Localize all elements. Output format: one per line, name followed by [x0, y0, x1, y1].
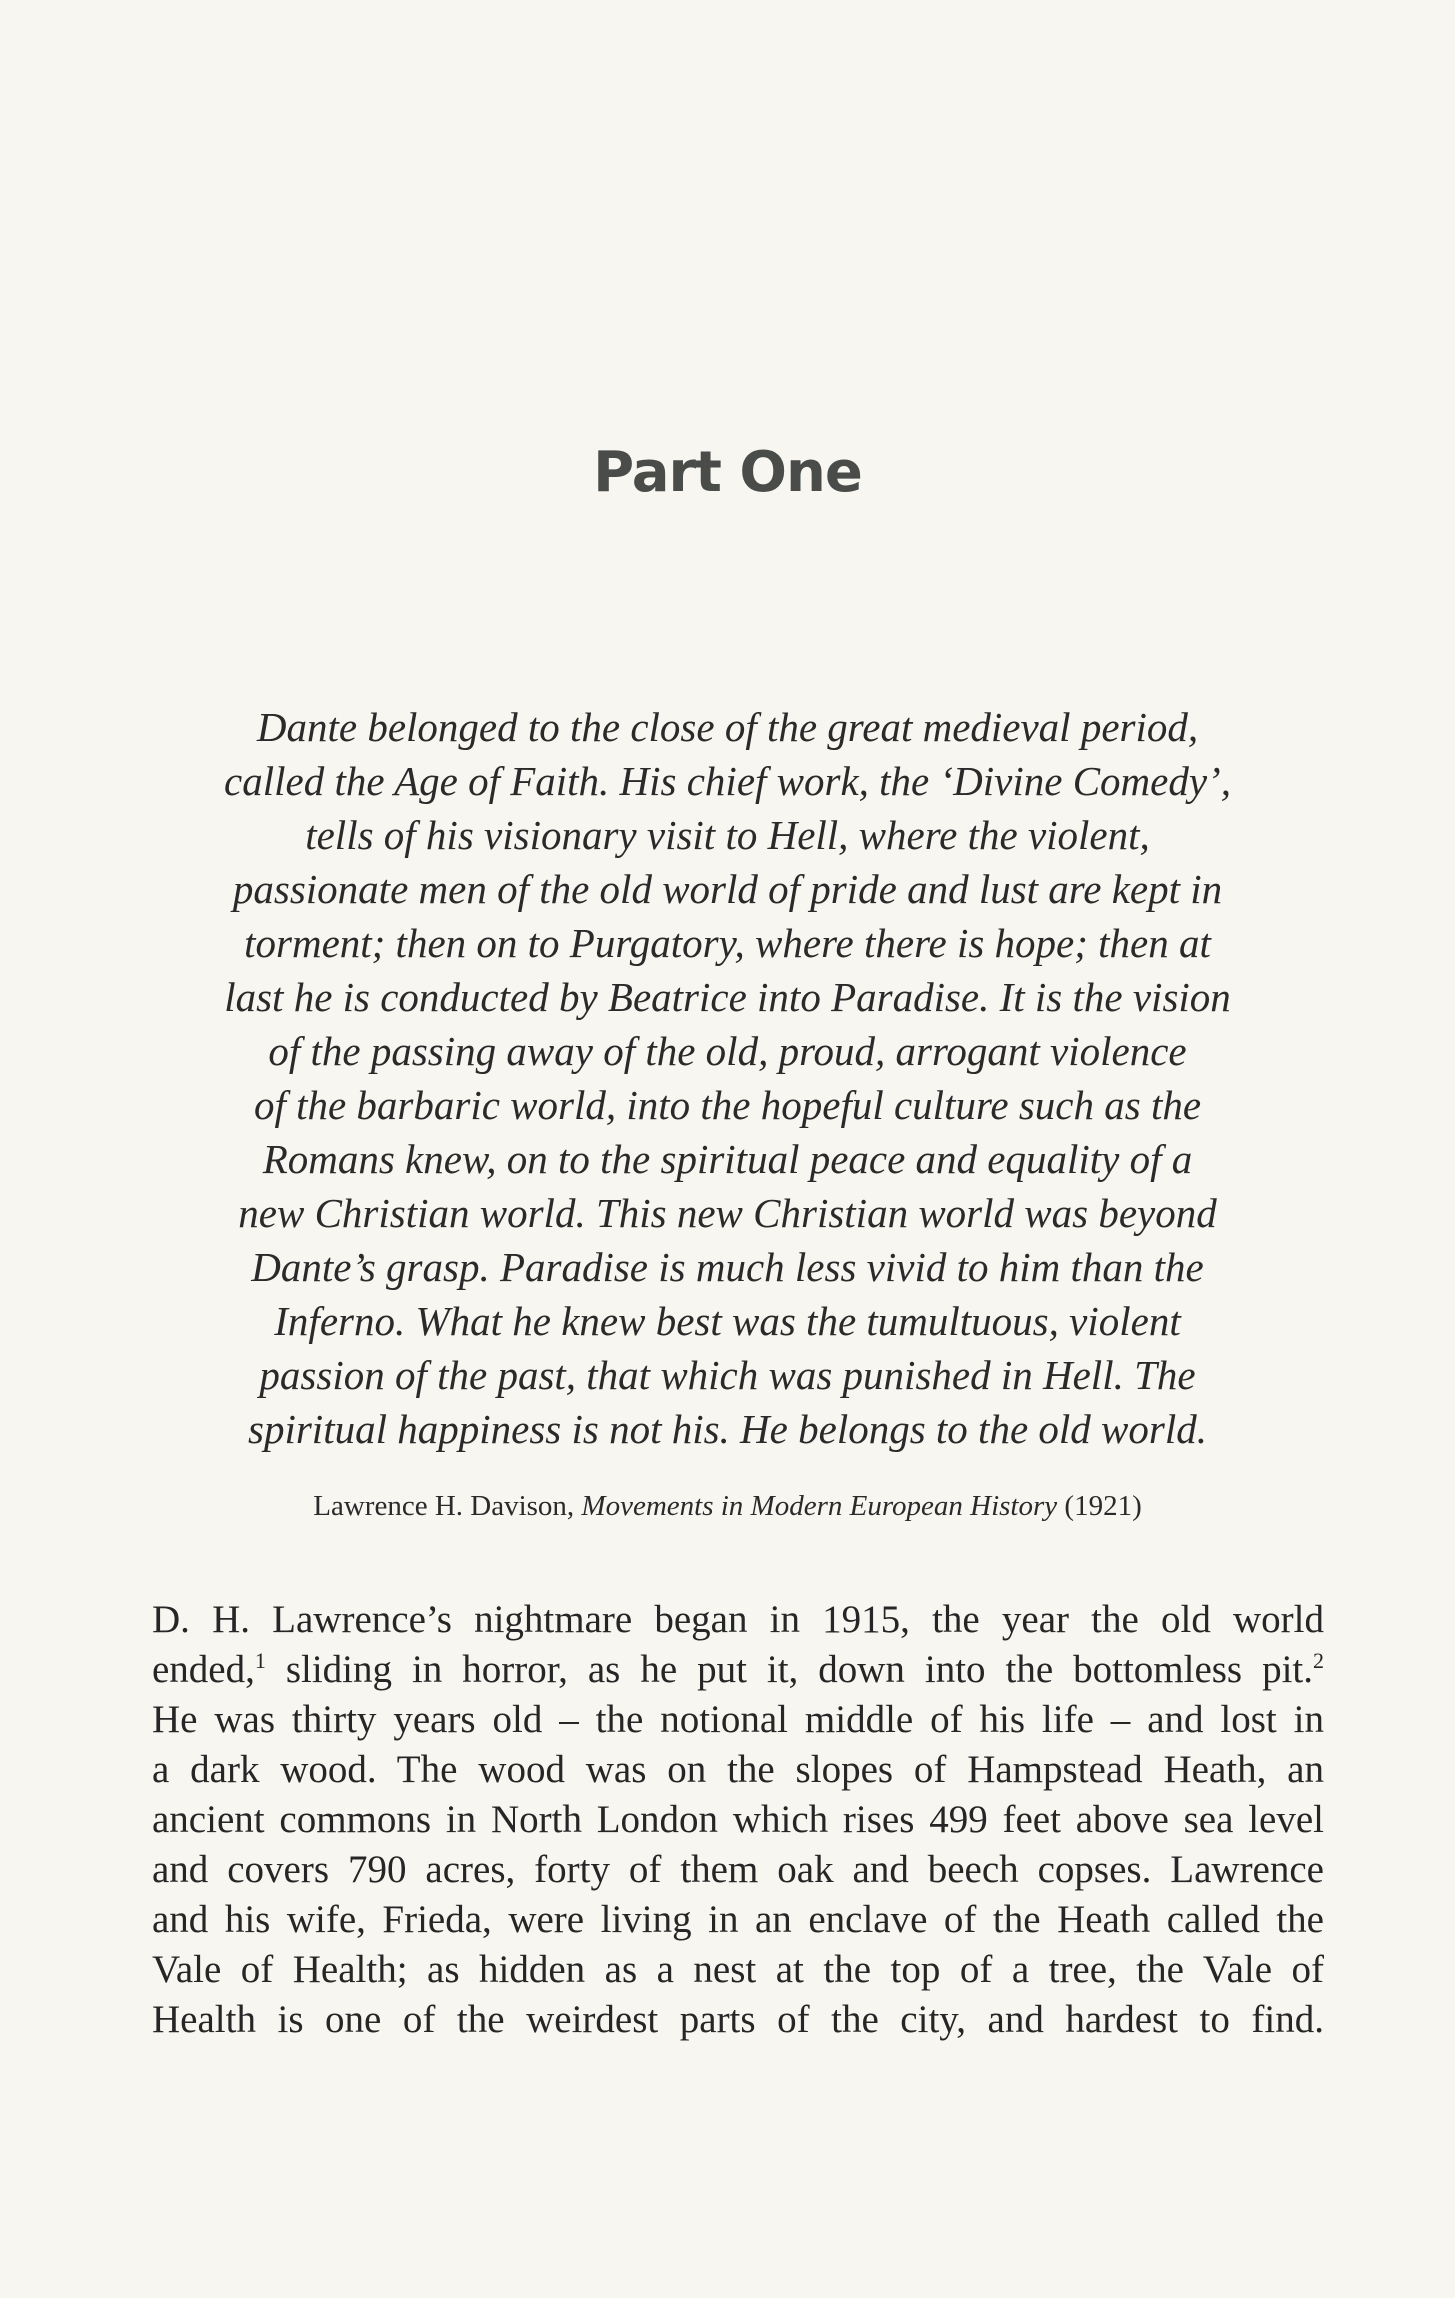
- attribution-work: Movements in Modern European History: [581, 1490, 1058, 1522]
- epigraph-line: new Christian world. This new Christian world was beyond: [238, 1190, 1217, 1236]
- attribution-year: (1921): [1064, 1490, 1142, 1522]
- epigraph-line: Dante belonged to the close of the great medieval period,: [256, 704, 1199, 750]
- epigraph-line: passion of the past, that which was punished in Hell. The: [259, 1352, 1196, 1398]
- attribution-author: Lawrence H. Davison,: [313, 1490, 575, 1522]
- body-line-text: sliding in horror, as he put it, down into the bottomless pit.: [265, 1648, 1313, 1691]
- epigraph-line: of the barbaric world, into the hopeful culture such as the: [253, 1082, 1202, 1128]
- epigraph-line: Inferno. What he knew best was the tumultuous, violent: [274, 1298, 1181, 1344]
- body-line: a dark wood. The wood was on the slopes of Hampstead Heath, an: [152, 1748, 1324, 1791]
- epigraph-line: torment; then on to Purgatory, where there is hope; then at: [244, 920, 1211, 966]
- epigraph: [200, 700, 1255, 1456]
- body-line: [152, 1645, 1324, 1695]
- body-line: D. H. Lawrence’s nightmare began in 1915, the year the old world: [152, 1598, 1324, 1641]
- epigraph-line: passionate men of the old world of pride and lust are kept in: [232, 866, 1223, 912]
- body-line: and covers 790 acres, forty of them oak and beech copses. Lawrence: [152, 1848, 1324, 1891]
- body-paragraph: [152, 1595, 1324, 2045]
- body-line: Health is one of the weirdest parts of the city, and hardest to find.: [152, 1998, 1324, 2041]
- epigraph-line: last he is conducted by Beatrice into Paradise. It is the vision: [224, 974, 1231, 1020]
- epigraph-line: Dante’s grasp. Paradise is much less vivid to him than the: [251, 1244, 1204, 1290]
- body-line-text: ended,: [152, 1648, 255, 1691]
- body-line: and his wife, Frieda, were living in an enclave of the Heath called the: [152, 1898, 1324, 1941]
- epigraph-line: tells of his visionary visit to Hell, where the violent,: [305, 812, 1150, 858]
- epigraph-line: of the passing away of the old, proud, arrogant violence: [268, 1028, 1187, 1074]
- body-line: ancient commons in North London which rises 499 feet above sea level: [152, 1798, 1324, 1841]
- body-line: Vale of Health; as hidden as a nest at the top of a tree, the Vale of: [152, 1948, 1324, 1991]
- epigraph-attribution: [200, 1490, 1255, 1523]
- footnote-ref[interactable]: 1: [254, 1648, 266, 1673]
- part-title: Part One: [593, 440, 862, 505]
- epigraph-line: called the Age of Faith. His chief work, the ‘Divine Comedy’,: [224, 758, 1231, 804]
- epigraph-line: Romans knew, on to the spiritual peace and equality of a: [262, 1136, 1193, 1182]
- footnote-ref[interactable]: 2: [1313, 1648, 1324, 1673]
- epigraph-line: spiritual happiness is not his. He belongs to the old world.: [248, 1406, 1207, 1452]
- body-line: He was thirty years old – the notional middle of his life – and lost in: [152, 1698, 1324, 1741]
